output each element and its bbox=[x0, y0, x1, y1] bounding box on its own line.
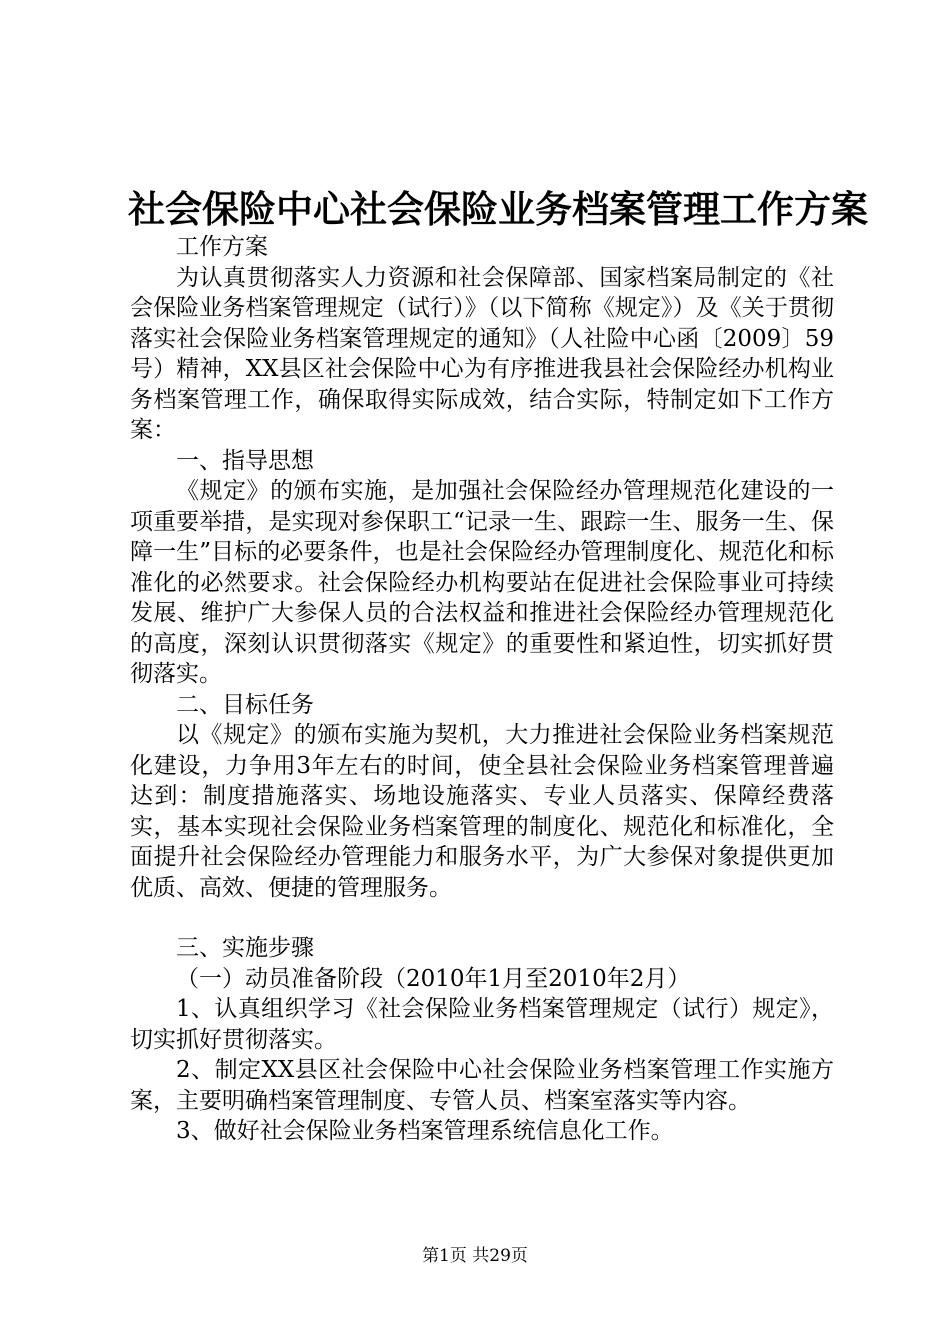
list-item-step-3: 3、做好社会保险业务档案管理系统信息化工作。 bbox=[176, 1118, 674, 1144]
paragraph-preamble: 为认真贯彻落实人力资源和社会保障部、国家档案局制定的《社会保险业务档案管理规定（试行）》（以下简称《规定》）及《关于贯彻落实社会保险业务档案管理规定的通知》（人社险中心函〔2009〕59号）精神，XX县区社会保险中心为有序推进我县社会保险经办机构业务档案管理工作，确保取得实际成效，结合实际，特制定如下工作方案： bbox=[130, 264, 834, 443]
paragraph-goals: 以《规定》的颁布实施为契机，大力推进社会保险业务档案规范化建设，力争用3年左右的时间，使全县社会保险业务档案管理普遍达到：制度措施落实、场地设施落实、专业人员落实、保障经费落实，基本实现社会保险业务档案管理的制度化、规范化和标准化，全面提升社会保险经办管理能力和服务水平，为广大参保对象提供更加优质、高效、便捷的管理服务。 bbox=[130, 722, 834, 901]
section-heading-steps: 三、实施步骤 bbox=[176, 935, 314, 961]
paragraph-intro-label: 工作方案 bbox=[176, 234, 268, 260]
page-footer: 第1页 共29页 bbox=[422, 1246, 528, 1266]
document-title: 社会保险中心社会保险业务档案管理工作方案 bbox=[128, 187, 868, 231]
document-body bbox=[130, 232, 834, 1147]
section-heading-goals: 二、目标任务 bbox=[176, 691, 314, 718]
list-item-step-1: 1、认真组织学习《社会保险业务档案管理规定（试行）规定》，切实抓好贯彻落实。 bbox=[130, 996, 834, 1053]
list-item-step-2: 2、制定XX县区社会保险中心社会保险业务档案管理工作实施方案，主要明确档案管理制度、专管人员、档案室落实等内容。 bbox=[130, 1057, 834, 1114]
paragraph-guiding-thought: 《规定》的颁布实施，是加强社会保险经办管理规范化建设的一项重要举措，是实现对参保职工“记录一生、跟踪一生、服务一生、保障一生”目标的必要条件，也是社会保险经办管理制度化、规范化和标准化的必然要求。社会保险经办机构要站在促进社会保险事业可持续发展、维护广大参保人员的合法权益和推进社会保险经办管理规范化的高度，深刻认识贯彻落实《规定》的重要性和紧迫性，切实抓好贯彻落实。 bbox=[130, 478, 834, 687]
section-heading-guiding-thought: 一、指导思想 bbox=[176, 447, 314, 474]
subheading-phase-one: （一）动员准备阶段（2010年1月至2010年2月） bbox=[176, 965, 691, 992]
